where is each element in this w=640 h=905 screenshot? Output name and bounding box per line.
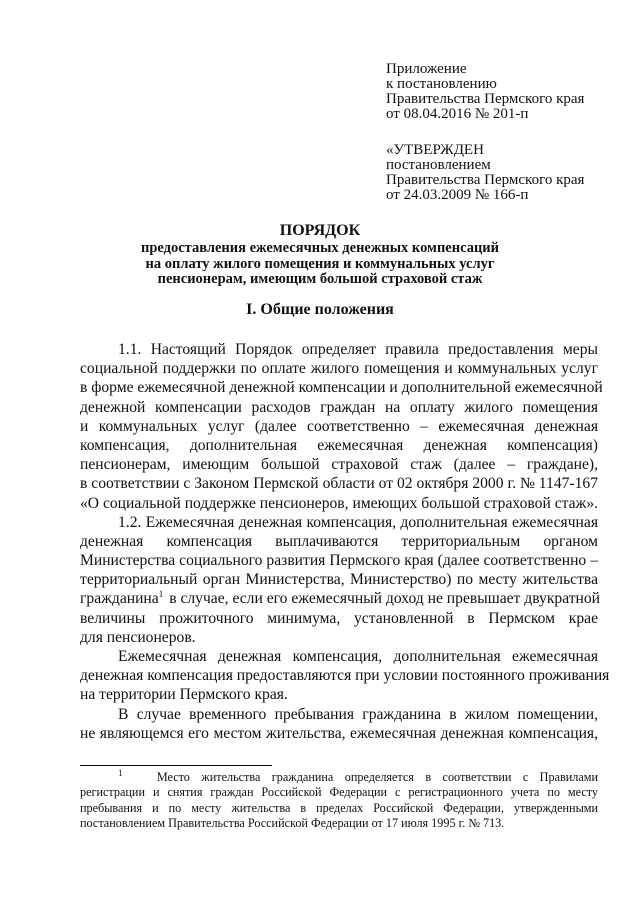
footnote	[80, 767, 598, 832]
footnote-line-text: Место жительства гражданина определяется в соответствии с Правилами	[156, 770, 598, 784]
paragraph-line: в форме ежемесячной денежной компенсации и дополнительной ежемесячной	[80, 379, 603, 397]
document-subtitle	[0, 241, 640, 288]
paragraph-line: социальной поддержки по оплате жилого помещения и коммунальных услуг	[80, 360, 598, 378]
paragraph-line: В случае временного пребывания гражданина в жилом помещении,	[118, 705, 598, 723]
paragraph-line: на территории Пермского края.	[80, 686, 288, 704]
document-title: ПОРЯДОК	[279, 222, 361, 239]
paragraph-line: «О социальной поддержке пенсионеров, имеющих большой страховой стаж».	[80, 494, 599, 512]
paragraph-line-rest: в случае, если его ежемесячный доход не превышает двукратной	[169, 590, 601, 608]
appendix-line: к постановлению	[386, 76, 497, 92]
appendix-block	[386, 62, 584, 122]
paragraph-line: для пенсионеров.	[80, 628, 196, 646]
paragraph-line: 1.1. Настоящий Порядок определяет правила предоставления меры	[118, 341, 598, 358]
footnote-marker: 1	[118, 767, 123, 778]
footnote-reference: 1	[158, 589, 164, 600]
footnote-line: постановлением Правительства Российской Федерации от 17 июля 1995 г. № 713.	[80, 816, 505, 831]
paragraph-line: не являющемся его местом жительства, ежемесячная денежная компенсация,	[80, 724, 598, 742]
approval-line: от 24.03.2009 № 166-п	[386, 187, 529, 203]
paragraph-line: величины прожиточного минимума, установленной в Пермском крае	[80, 609, 598, 627]
paragraph-line: 1.2. Ежемесячная денежная компенсация, дополнительная ежемесячная	[118, 513, 598, 531]
appendix-line: от 08.04.2016 № 201-п	[386, 106, 529, 122]
appendix-line: Приложение	[386, 61, 467, 77]
approval-line: Правительства Пермского края	[386, 172, 585, 188]
paragraph-line: пенсионерам, имеющим большой страховой стаж (далее – граждане),	[80, 456, 598, 474]
footnote-line	[80, 767, 598, 785]
subtitle-line: предоставления ежемесячных денежных компенсаций	[140, 240, 500, 256]
paragraph-line: денежная компенсация выплачиваются территориальным органом	[80, 532, 598, 550]
section-heading: I. Общие положения	[246, 301, 394, 318]
paragraph-line: в соответствии с Законом Пермской области от 02 октября 2000 г. № 1147-167	[80, 475, 598, 493]
subtitle-line: пенсионерам, имеющим большой страховой стаж	[157, 271, 483, 287]
paragraph-line	[80, 589, 601, 608]
footnote-separator	[80, 765, 272, 766]
paragraph-line: денежной компенсации расходов граждан на оплату жилого помещения	[80, 398, 598, 416]
footnote-line: пребывания и по месту жительства в пределах Российской Федерации, утвержденными	[80, 800, 598, 815]
paragraph-line: Министерства социального развития Пермского края (далее соответственно –	[80, 552, 598, 570]
footnote-reference-line: гражданина$^1$	[80, 589, 164, 608]
subtitle-line: на оплату жилого помещения и коммунальных услуг	[145, 255, 495, 272]
body-text	[80, 340, 610, 743]
appendix-line: Правительства Пермского края	[386, 91, 585, 107]
paragraph-line: Ежемесячная денежная компенсация, дополнительная ежемесячная	[118, 648, 598, 665]
footnote-line: регистрации и снятия граждан Российской Федерации с регистрационного учета по месту	[80, 785, 598, 800]
approval-line: «УТВЕРЖДЕН	[386, 142, 484, 158]
approval-block	[386, 143, 584, 203]
paragraph-line: компенсация, дополнительная ежемесячная денежная компенсация)	[80, 436, 598, 454]
paragraph-line: и коммунальных услуг (далее соответственно – ежемесячная денежная	[80, 417, 598, 435]
paragraph-line: денежная компенсация предоставляются при условии постоянного проживания	[80, 667, 610, 685]
paragraph-line: территориальный орган Министерства, Министерство) по месту жительства	[80, 571, 598, 589]
approval-line: постановлением	[386, 157, 491, 173]
